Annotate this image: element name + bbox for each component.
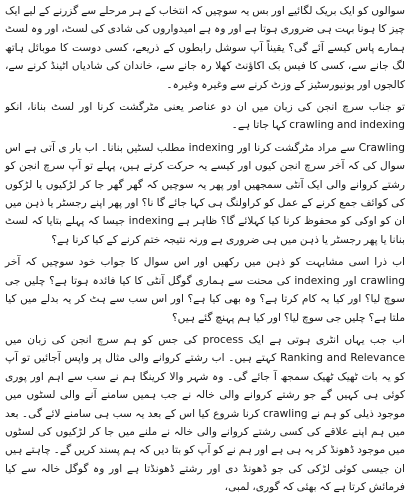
paragraph-crawling-indexing: تو جناب سرچ انجن کی زبان میں ان دو عناصر یعنی مٹرگشت کرنا اور لسٹ بنانا، انکو crawling and indexing کہا جاتا ہے۔: [5, 101, 405, 132]
paragraph-crawling-definition: Crawling سے مراد مٹرگشت کرنا اور indexing مطلب لسٹیں بنانا۔ اب بار ی آتی ہے اس سوال کی کہ آخر سرچ انجن کیوں اور کیسے یہ حرکت کرتے ہیں، پہلے تو آپ سرچ انجن کو رشتے کروانے والی ایک آنٹی سمجھیں اور پھر یہ سوچیں کہ گھر گھر جا کر لڑکیوں یا لڑکوں کی کوائف جمع کرنے کے عمل کو کراولنگ ہی کہا جائے گا نا؟ اور پھر اپنے رجسٹر یا ذہن میں ان کو اوکی کو محفوظ کرنا کیا کہلائے گا؟ ظاہر ہے indexing جیسا کہ پہلے بتایا کہ لسٹ بنانا یا پھر رجسٹر یا ذہن میں ہی ضروری ہے ورنہ نتیجہ ختم کرنے کے کیا کرنا ہے؟: [5, 141, 405, 246]
paragraph-ranking-relevance: اب جب یہاں انٹری ہوتی ہے ایک process کی جس کو ہم سرچ انجن کی زبان میں Ranking and Relevance کہتے ہیں۔ اب رشتے کروانے والی مثال پر واپس آجائیں تو آپ کو یہ بات ٹھیک ٹھیک سمجھ آ جائے گی۔ وہ شہر والا کرینگا ہم نے سب سے اہم اور پوری کوئی ہی کہیں گے جو رشتے کروانے والی خالہ نے جب ہمیں سامنے آنے والی لسٹوں میں موجود ذیلی کو ہم نے crawling کرنا شروع کیا اس کے بعد یہ سب ہی سامنے لائے گی۔ بعد میں ہم اپنے علاقے کی کسی رشتے کروانے والی خالہ نے ملنے میں جا کر لڑکیوں کی لسٹوں میں موجود ڈھونڈ کر یہ ہی ہے اور ہم نے کو آپ کو بتا دیں کہ ہم پسند کریں گے۔ چاہتے ہیں ان جیسی کوئی لڑکی کی جو ڈھونڈ دی اور رشتے ڈھونڈتا ہے اور وہ گوگل خالہ سے کیا فرمائش کرتا ہے کہ بھئی کہ گوری، لمبی،: [5, 333, 405, 494]
paragraph-analogy: اب ذرا اسی مشابہت کو ذہن میں رکھیں اور اس سوال کا جواب خود سوچیں کہ آخر crawling اور indexing کی محنت سے ہماری گوگل آنٹی کا کیا فائدہ ہوتا ہے؟ چلیں جی سوچ لیا؟ اور کیا یہ کام کرتا ہے؟ وہ بھی کیا ہے؟ اور اس سب سے ہٹ کر یہ بدلے میں کیا ملتا ہے؟ چلیں جی سوچ لیا؟ اور کیا ہم پہنچ گئے ہیں؟: [5, 256, 405, 324]
paragraph-intro: سوالوں کو ایک بریک لگائیے اور بس یہ سوچیں کہ انتخاب کے ہر مرحلے سے گزرنے کے لیے ایک چیز کا ہونا بہت ہی ضروری ہوتا ہے اور وہ ہے امیدواروں کی شادی کی لسٹ، اور وہ لسٹ ہمارے پاس کیسے آئے گی؟ یقیناً آپ سوشل رابطوں کے ذریعے، کسی دوست کا موبائل ہاتھ لگ جانے سے، کسی کا فیس بک اکاؤنٹ کھلا رہ جانے سے، خاندان کی شادیاں اٹینڈ کرنے سے، کالجوں اور یونیورسٹیز کے وزٹ کرنے سے وغیرہ وغیرہ۔: [5, 5, 405, 91]
